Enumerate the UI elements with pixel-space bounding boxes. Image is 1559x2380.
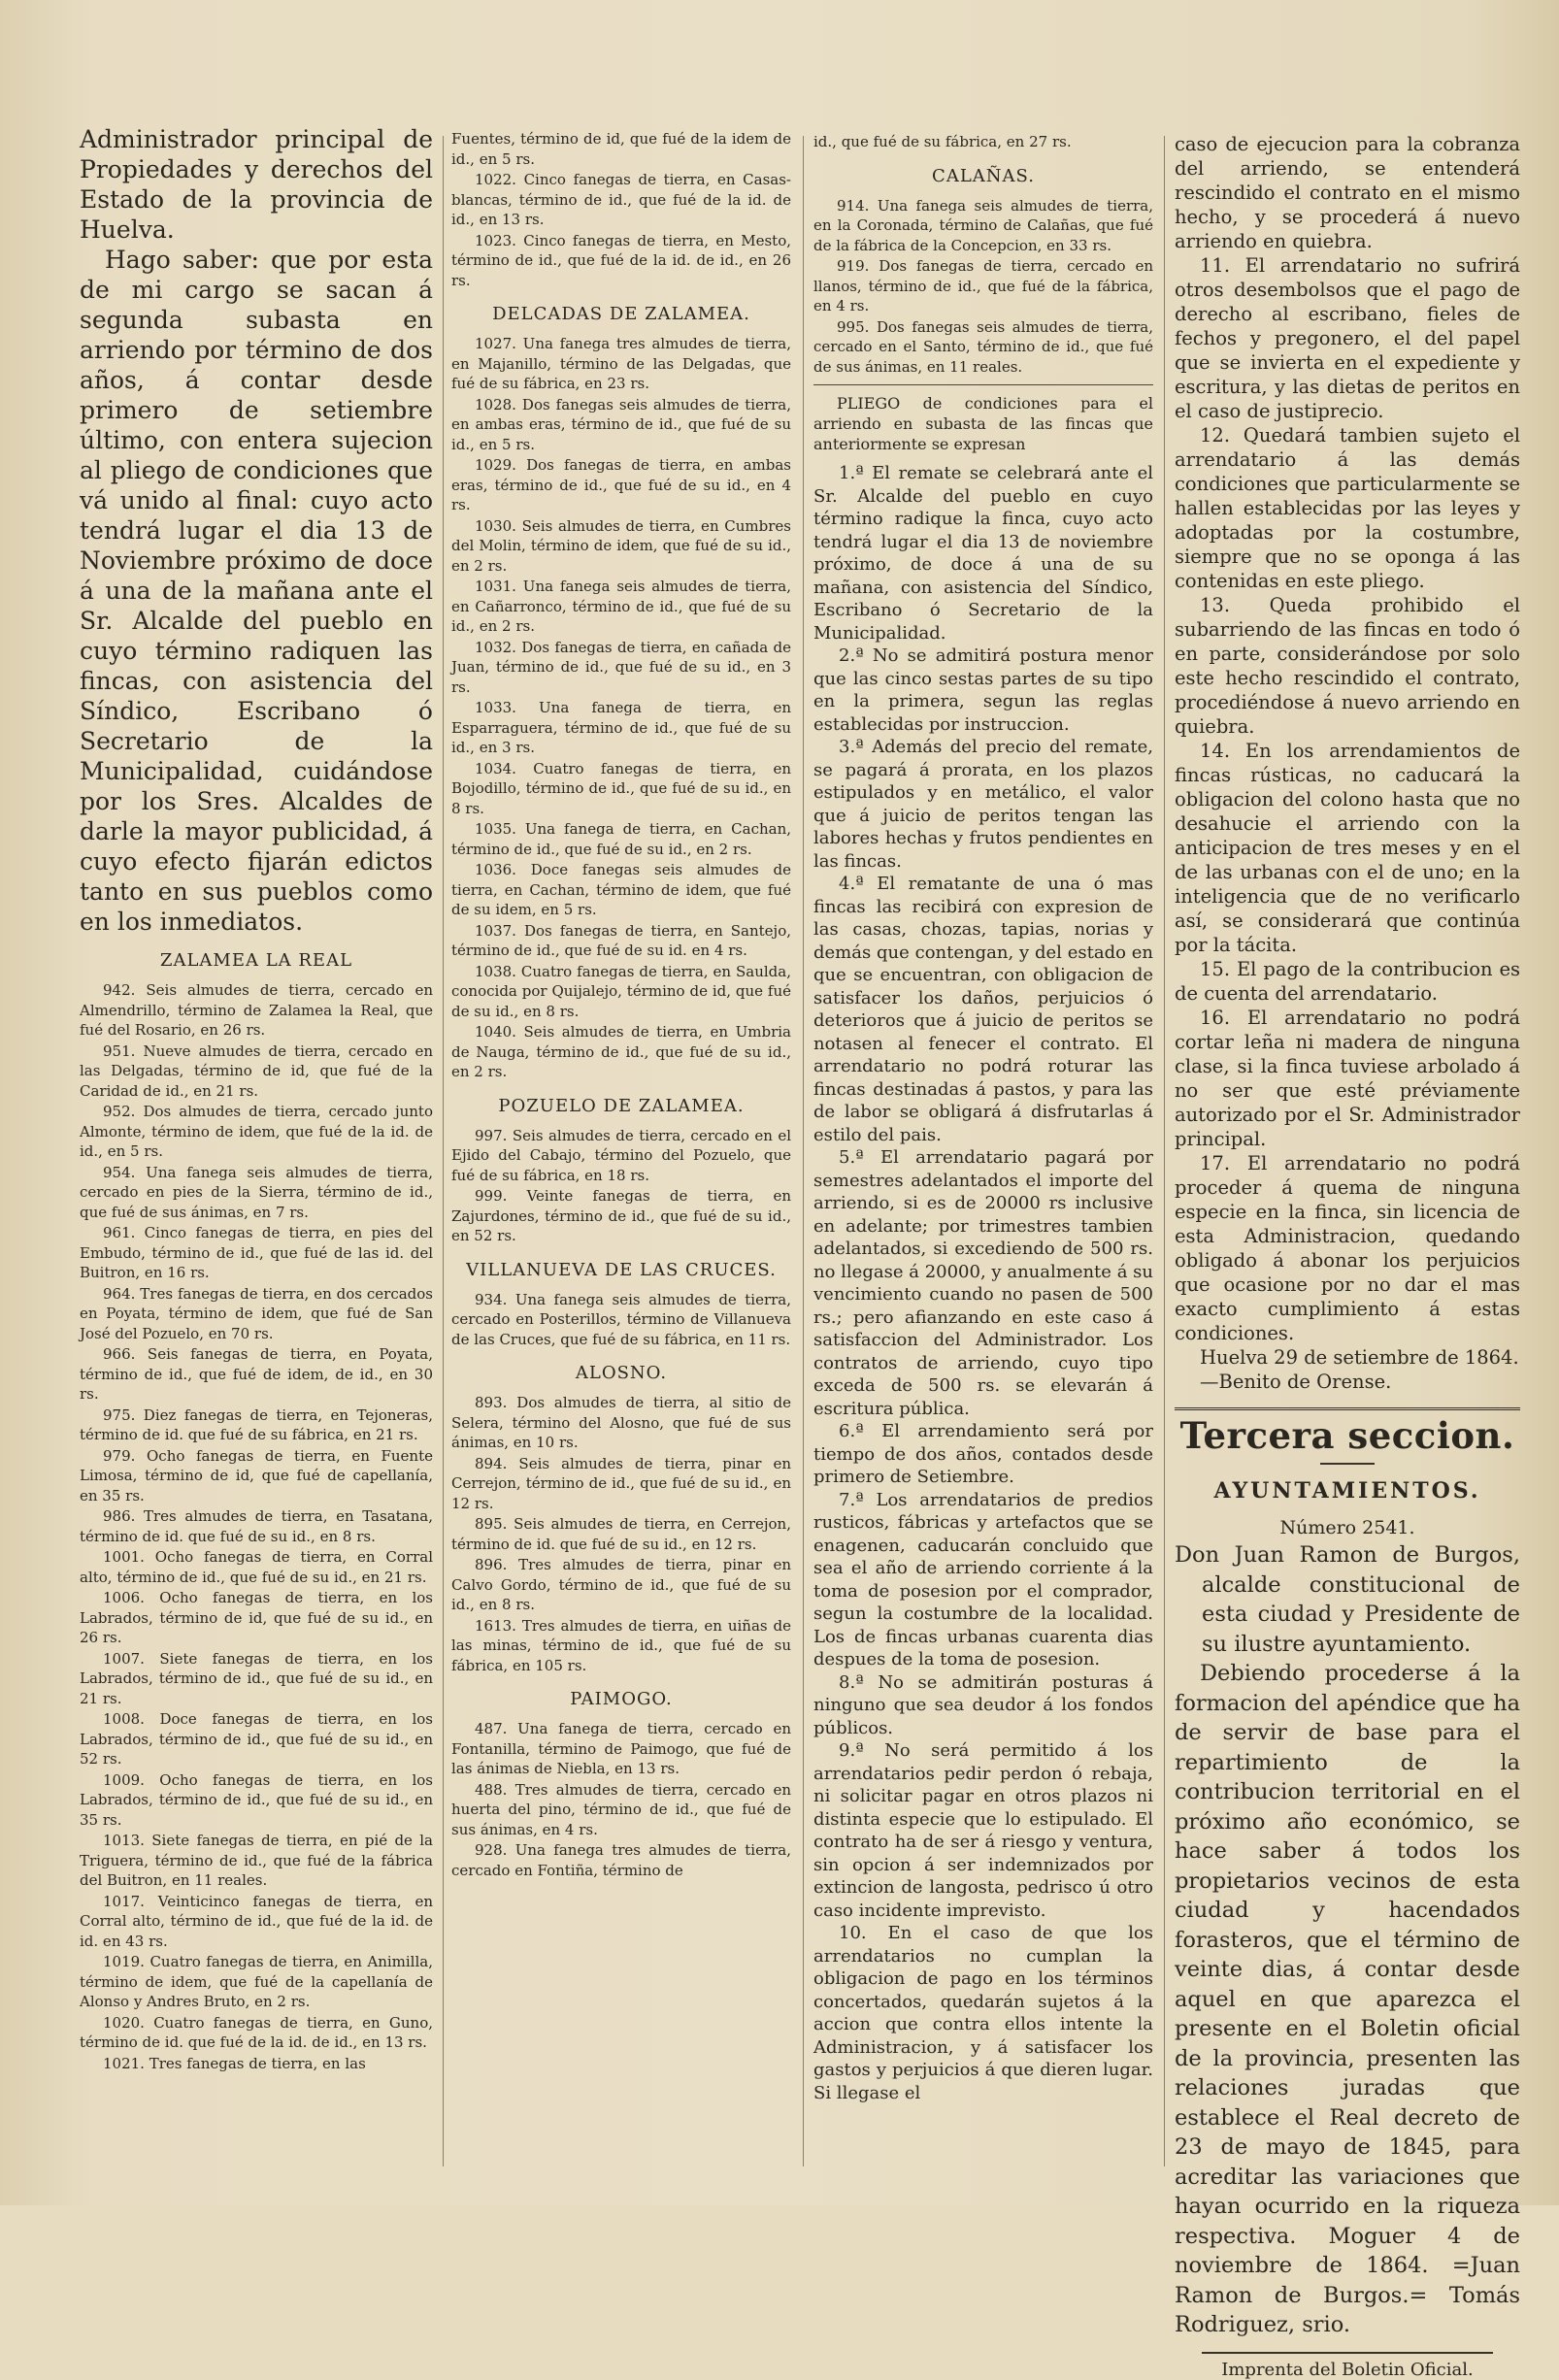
section-heading-pozuelo: POZUELO DE ZALAMEA. (498, 1095, 745, 1116)
section-heading-zalamea: ZALAMEA LA REAL (159, 950, 353, 971)
list-item: 952. Dos almudes de tierra, cercado junto Almonte, término de idem, que fué de la id. de id., en 5 rs. (80, 1103, 433, 1160)
list-item: 954. Una fanega seis almudes de tierra, cercado en pies de la Sierra, término de id., que fué de sus ánimas, en 7 rs. (80, 1163, 433, 1221)
list-item: 1027. Una fanega tres almudes de tierra, en Majanillo, término de las Delgadas, que fué de su fábrica, en 23 rs. (451, 335, 791, 392)
divider (813, 384, 1153, 385)
list-item: 893. Dos almudes de tierra, al sitio de Selera, término del Alosno, que fué de sus ánimas, en 10 rs. (451, 1394, 791, 1451)
column-2 (451, 129, 791, 2176)
list-item: 1019. Cuatro fanegas de tierra, en Animilla, término de idem, que fué de la capellanía de Alonso y Andres Bruto, en 2 rs. (80, 1953, 433, 2010)
list-item: 1028. Dos fanegas seis almudes de tierra, en ambas eras, término de id., que fué de su id., en 5 rs. (451, 395, 791, 453)
list-item: 1017. Veinticinco fanegas de tierra, en Corral alto, término de id., que fué de la id. de id. en 43 rs. (80, 1892, 433, 1950)
column-1 (80, 124, 433, 2176)
condition-item: 2.ª No se admitirá postura menor que las cinco sestas partes de su tipo en la primera, segun las reglas establecidas por instruccion. (813, 645, 1153, 735)
list-item: 964. Tres fanegas de tierra, en dos cercados en Poyata, término de idem, que fué de San José del Pozuelo, en 70 rs. (80, 1284, 433, 1342)
condition-item: 11. El arrendatario no sufrirá otros desembolsos que el pago de derecho al escribano, fieles de fechos y pregonero, el del papel que se invierta en el expediente y escritura, y las dietas de peritos en el caso de justiprecio. (1175, 254, 1520, 422)
list-item: 895. Seis almudes de tierra, en Cerrejon, término de id. que fué de su id., en 12 rs. (451, 1515, 791, 1553)
intro-body: Hago saber: que por esta de mi cargo se sacan á segunda subasta en arriendo por término de dos años, á contar desde primero de setiembre último, con entera sujecion al pliego de condiciones que vá unido al final: cuyo acto tendrá lugar el dia 13 de Noviembre próximo de doce á una de la mañana ante el Sr. Alcalde del pueblo en cuyo término radiquen las fincas, con asistencia del Síndico, Escribano ó Secretario de la Municipalidad, cuidándose por los Sres. Alcaldes de darle la mayor publicidad, á cuyo efecto fijarán edictos tanto en sus pueblos como en los inmediatos. (80, 246, 433, 936)
condition-item: 15. El pago de la contribucion es de cuenta del arrendatario. (1175, 958, 1520, 1005)
column-3 (813, 132, 1153, 2176)
list-item: 487. Una fanega de tierra, cercado en Fontanilla, término de Paimogo, que fué de las ánimas de Niebla, en 13 rs. (451, 1720, 791, 1777)
signature-date: Huelva 29 de setiembre de 1864. (1200, 1346, 1519, 1369)
section-heading-delgadas: DELCADAS DE ZALAMEA. (492, 304, 750, 324)
list-item: 966. Seis fanegas de tierra, en Poyata, término de id., que fué de idem, de id., en 30 rs. (80, 1345, 433, 1403)
column-divider (1164, 136, 1165, 2166)
condition-item: 13. Queda prohibido el subarriendo de las fincas en todo ó en parte, considerándose por solo este hecho rescindido el contrato, procediéndose á nuevo arriendo en quiebra. (1175, 594, 1520, 738)
list-item: 1006. Ocho fanegas de tierra, en los Labrados, término de id, que fué de su id., en 26 rs. (80, 1589, 433, 1646)
list-item: 1033. Una fanega de tierra, en Esparraguera, término de id., que fué de su id., en 3 rs. (451, 699, 791, 756)
list-item: 1030. Seis almudes de tierra, en Cumbres del Molin, término de idem, que fué de su id., en 2 rs. (451, 516, 791, 575)
divider (1202, 2352, 1493, 2354)
condition-item: 7.ª Los arrendatarios de predios rusticos, fábricas y artefactos que se enagenen, caducarán concluido que sea el año de arriendo corriente á la toma de posesion por el comprador, segun la costumbre de la localidad. Los de fincas urbanas cuarenta dias despues de la toma de posesion. (813, 1489, 1153, 1669)
section-title: Tercera seccion. (1179, 1414, 1515, 1457)
notice-body: Debiendo procederse á la formacion del apéndice que ha de servir de base para el repartimiento de la contribucion territorial en el próximo año económico, se hace saber á todos los propietarios vecinos de esta ciudad y hacendados forasteros, que el término de veinte dias, á contar desde aquel en que aparezca el presente en el Boletin oficial de la provincia, presenten las relaciones juradas que establece el Real decreto de 23 de mayo de 1845, para acreditar las variaciones que hayan ocurrido en la riqueza respectiva. Moguer 4 de noviembre de 1864. =Juan Ramon de Burgos.= Tomás Rodriguez, srio. (1175, 1661, 1520, 2337)
list-item: 934. Una fanega seis almudes de tierra, cercado en Posterillos, término de Villanueva de las Cruces, que fué de su fábrica, en 11 rs. (451, 1290, 791, 1348)
list-item: 894. Seis almudes de tierra, pinar en Cerrejon, término de id., que fué de su id., en 12 rs. (451, 1454, 791, 1512)
list-item: 979. Ocho fanegas de tierra, en Fuente Limosa, término de id, que fué de capellanía, en 35 rs. (80, 1446, 433, 1504)
divider (1175, 1407, 1520, 1410)
condition-item: 14. En los arrendamientos de fincas rústicas, no caducará la obligacion del colono hasta que no desahucie el arriendo con la anticipacion de tres meses y en el de las urbanas con el de uno; en la inteligencia que de no verificarlo así, se considerará que continúa por la tácita. (1175, 740, 1520, 956)
list-item: 1023. Cinco fanegas de tierra, en Mesto, término de id., que fué de la id. de id., en 26 rs. (451, 231, 791, 289)
list-item: Fuentes, término de id, que fué de la idem de id., en 5 rs. (451, 130, 791, 168)
list-item: 914. Una fanega seis almudes de tierra, en la Coronada, término de Calañas, que fué de la fábrica de la Concepcion, en 33 rs. (813, 196, 1153, 254)
list-item: 1008. Doce fanegas de tierra, en los Labrados, término de id., que fué de su id., en 52 rs. (80, 1710, 433, 1768)
list-item: 1022. Cinco fanegas de tierra, en Casas-blancas, término de id., que fué de la id. de id., en 13 rs. (451, 171, 791, 228)
list-item: 942. Seis almudes de tierra, cercado en Almendrillo, término de Zalamea la Real, que fué del Rosario, en 26 rs. (80, 981, 433, 1039)
list-item: 999. Veinte fanegas de tierra, en Zajurdones, término de id., que fué de su id., en 52 rs. (451, 1187, 791, 1244)
list-item: 995. Dos fanegas seis almudes de tierra, cercado en el Santo, término de id., que fué de sus ánimas, en 11 reales. (813, 317, 1153, 376)
list-item: id., que fué de su fábrica, en 27 rs. (813, 133, 1072, 150)
list-item: 1038. Cuatro fanegas de tierra, en Saulda, conocida por Quijalejo, término de id, que fué de su id., en 8 rs. (451, 962, 791, 1020)
list-item: 1037. Dos fanegas de tierra, en Santejo, término de id., que fué de su id. en 4 rs. (451, 921, 791, 959)
column-divider (803, 136, 804, 2166)
list-item: 997. Seis almudes de tierra, cercado en el Ejido del Cabajo, término del Pozuelo, que fué de su fábrica, en 18 rs. (451, 1126, 791, 1184)
signature-name: —Benito de Orense. (1200, 1371, 1392, 1393)
list-item: 951. Nueve almudes de tierra, cercado en las Delgadas, término de id, que fué de la Caridad de id., en 21 rs. (80, 1041, 433, 1100)
list-item: 1035. Una fanega de tierra, en Cachan, término de id., que fué de su id., en 2 rs. (451, 820, 791, 858)
list-item: 1020. Cuatro fanegas de tierra, en Guno, término de id. que fué de la id. de id., en 13 rs. (80, 2013, 433, 2051)
condition-item: 1.ª El remate se celebrará ante el Sr. Alcalde del pueblo en cuyo término radique la finca, cuyo acto tendrá lugar el dia 13 de noviembre próximo, de doce á una de su mañana, con asistencia del Síndico, Escribano ó Secretario de la Municipalidad. (813, 463, 1153, 644)
condition-item: 10. En el caso de que los arrendatarios no cumplan la obligacion de pago en los términos concertados, quedarán sujetos á la accion que contra ellos intente la Administracion, y á satisfacer los gastos y perjuicios á que dieren lugar. Si llegase el (813, 1923, 1153, 2103)
section-heading-alosno: ALOSNO. (575, 1363, 668, 1383)
list-item: 975. Diez fanegas de tierra, en Tejoneras, término de id. que fué de su fábrica, en 21 rs. (80, 1405, 433, 1443)
condition-item: 3.ª Además del precio del remate, se pagará á prorata, en los plazos estipulados y en metálico, el valor que á juicio de peritos tengan las labores hechas y frutos pendientes en las fincas. (813, 737, 1153, 872)
list-item: 1021. Tres fanegas de tierra, en las (103, 2054, 366, 2072)
section-heading-calanas: CALAÑAS. (932, 165, 1035, 186)
list-item: 919. Dos fanegas de tierra, cercado en llanos, término de id., que fué de la fábrica, en 4 rs. (813, 257, 1153, 314)
list-item: 488. Tres almudes de tierra, cercado en huerta del pino, término de id., que fué de sus ánimas, en 4 rs. (451, 1780, 791, 1838)
list-item: 1036. Doce fanegas seis almudes de tierra, en Cachan, término de idem, que fué de su idem, en 5 rs. (451, 861, 791, 918)
condition-item: 6.ª El arrendamiento será por tiempo de dos años, contados desde primero de Setiembre. (813, 1421, 1153, 1487)
condition-item: 4.ª El rematante de una ó mas fincas las recibirá con expresion de las casas, chozas, tapias, norias y demás que contengan, y del estado en que se encuentran, con obligacion de satisfacer los daños, perjuicios ó deterioros que á juicio de peritos se notasen al fenecer el contrato. El arrendatario no podrá roturar las fincas destinadas á pastos, y para las de labor se obligará á disfrutarlas á estilo del pais. (813, 874, 1153, 1145)
notice-title: Don Juan Ramon de Burgos, alcalde constitucional de esta ciudad y Presidente de su ilustre ayuntamiento. (1175, 1542, 1520, 1657)
column-4 (1175, 132, 1520, 2380)
condition-item: 17. El arrendatario no podrá proceder á quema de ninguna especie en la finca, sin licencia de esta Administracion, quedando obligado á abonar los perjuicios que ocasione por no dar el mas exacto cumplimiento á estas condiciones. (1175, 1152, 1520, 1344)
list-item: 1613. Tres almudes de tierra, en uiñas de las minas, término de id., que fué de su fábrica, en 105 rs. (451, 1616, 791, 1674)
pliego-heading: PLIEGO de condiciones para el arriendo en subasta de las fincas que anteriormente se expresan (813, 394, 1153, 453)
intro-text: Administrador principal de Propiedades y derechos del Estado de la provincia de Huelva. (80, 125, 433, 244)
imprint: Imprenta del Boletin Oficial. (1221, 2359, 1474, 2380)
list-item: 1009. Ocho fanegas de tierra, en los Labrados, término de id., que fué de su id., en 35 rs. (80, 1770, 433, 1829)
column-divider (443, 136, 444, 2166)
subsection-title: AYUNTAMIENTOS. (1213, 1478, 1481, 1504)
condition-item: 5.ª El arrendatario pagará por semestres adelantados el importe del arriendo, si es de 20000 rs inclusive en adelante; por trimestres tambien adelantados, si excediendo de 500 rs. no llegase á 20000, y anualmente á su vencimiento cuando no pasen de 500 rs.; pero afianzando en este caso á satisfaccion del Administrador. Los contratos de arriendo, cuyo tipo exceda de 500 rs. se elevarán á escritura pública. (813, 1147, 1153, 1419)
list-item: 1013. Siete fanegas de tierra, en pié de la Triguera, término de id., que fué de la fábrica del Buitron, en 11 reales. (80, 1832, 433, 1889)
list-item: 1040. Seis almudes de tierra, en Umbria de Nauga, término de id., que fué de su id., en 2 rs. (451, 1023, 791, 1080)
list-item: 986. Tres almudes de tierra, en Tasatana, término de id. que fué de su id., en 8 rs. (80, 1507, 433, 1545)
section-heading-villanueva: VILLANUEVA DE LAS CRUCES. (466, 1259, 777, 1280)
announcement-intro (80, 124, 433, 937)
condition-item: 16. El arrendatario no podrá cortar leña ni madera de ninguna clase, si la finca tuviese arbolado á no ser que esté préviamente autorizado por el Sr. Administrador principal. (1175, 1007, 1520, 1150)
list-item: 1007. Siete fanegas de tierra, en los Labrados, término de id., que fué de su id., en 21 rs. (80, 1649, 433, 1707)
condition-item: 8.ª No se admitirán posturas á ninguno que sea deudor á los fondos públicos. (813, 1671, 1153, 1738)
condition-continuation: caso de ejecucion para la cobranza del arriendo, se entenderá rescindido el contrato en el mismo hecho, y se procederá á nuevo arriendo en quiebra. (1175, 133, 1520, 252)
list-item: 961. Cinco fanegas de tierra, en pies del Embudo, término de id., que fué de las id. del Buitron, en 16 rs. (80, 1224, 433, 1281)
notice-number: Número 2541. (1279, 1517, 1415, 1538)
list-item: 1029. Dos fanegas de tierra, en ambas eras, término de id., que fué de su id., en 4 rs. (451, 456, 791, 513)
condition-item: 9.ª No será permitido á los arrendatarios pedir perdon ó rebaja, ni solicitar pagar en otros plazos ni distinta especie que lo estipulado. El contrato ha de ser á riesgo y ventura, sin opcion á ser indemnizados por extincion de langosta, pedrisco ú otro caso incidente imprevisto. (813, 1740, 1153, 1921)
section-heading-paimogo: PAIMOGO. (570, 1689, 673, 1709)
divider (1320, 1463, 1375, 1465)
list-item: 896. Tres almudes de tierra, pinar en Calvo Gordo, término de id., que fué de su id., en 8 rs. (451, 1556, 791, 1613)
list-item: 1001. Ocho fanegas de tierra, en Corral alto, término de id., que fué de su id., en 21 rs. (80, 1548, 433, 1586)
list-item: 1032. Dos fanegas de tierra, en cañada de Juan, término de id., que fué de su id., en 3 rs. (451, 638, 791, 696)
list-item: 928. Una fanega tres almudes de tierra, cercado en Fontiña, término de (451, 1841, 791, 1879)
entry-list-zalamea (80, 980, 433, 2073)
condition-item: 12. Quedará tambien sujeto el arrendatario á las demás condiciones que particularmente se hallen establecidas por las leyes y adoptadas por la costumbre, siempre que no se oponga á las contenidas en este pliego. (1175, 424, 1520, 592)
list-item: 1031. Una fanega seis almudes de tierra, en Cañarronco, término de id., que fué de su id., en 2 rs. (451, 578, 791, 635)
list-item: 1034. Cuatro fanegas de tierra, en Bojodillo, término de id., que fué de su id., en 8 rs. (451, 759, 791, 817)
